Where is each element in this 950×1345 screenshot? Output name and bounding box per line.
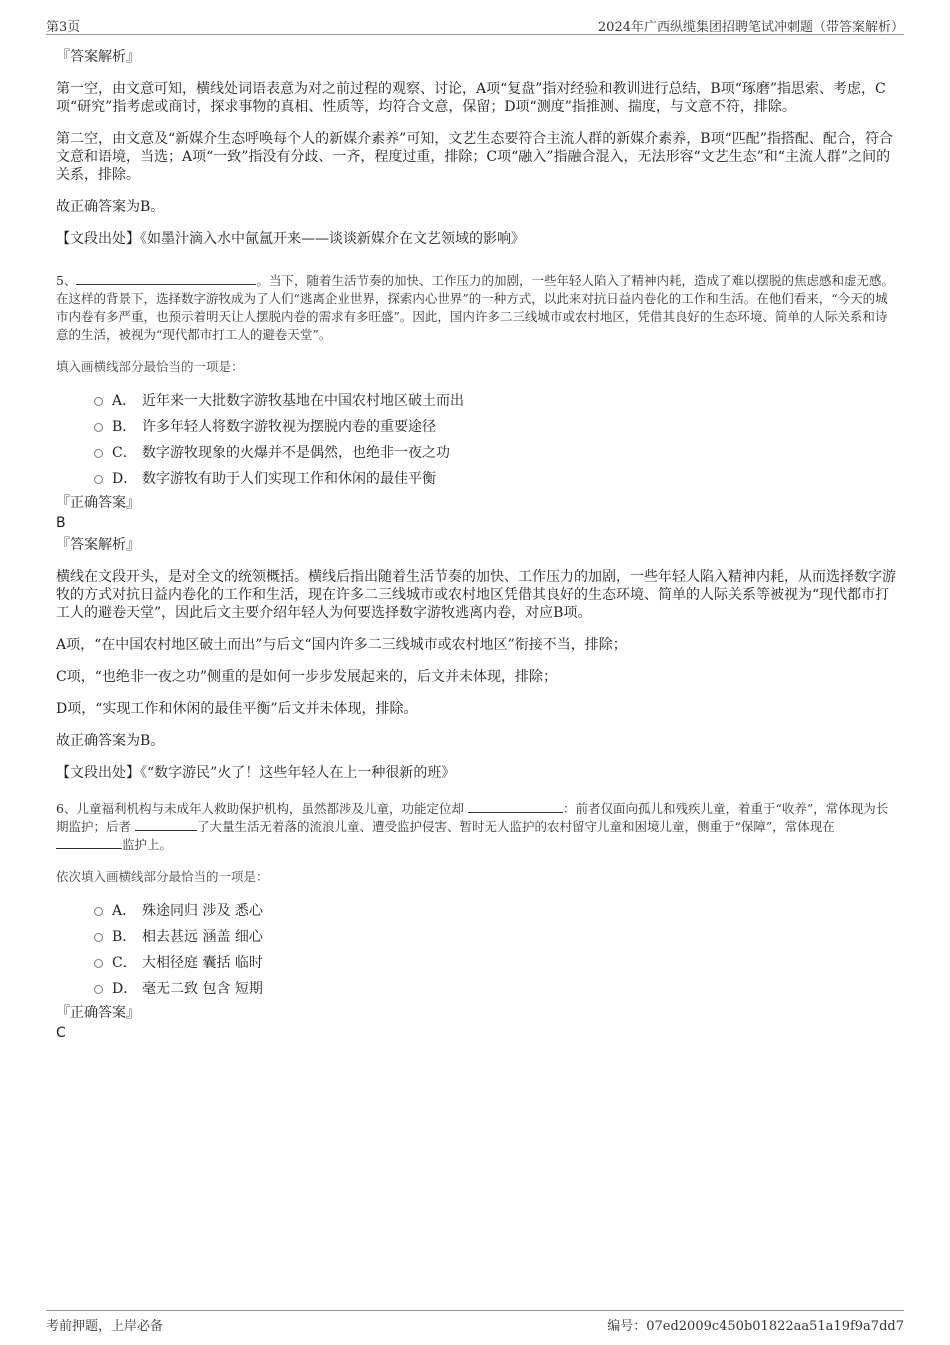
question-hint: 依次填入画横线部分最恰当的一项是： (56, 869, 269, 884)
footer-slogan: 考前押题，上岸必备 (46, 1319, 164, 1334)
analysis-label: 『答案解析』 (56, 537, 140, 553)
correct-answer-label: 『正确答案』 (56, 1005, 140, 1021)
page-header (46, 14, 904, 35)
option-c[interactable]: C． 数字游牧现象的火爆并不是偶然，也绝非一夜之功 (94, 440, 896, 466)
radio-icon[interactable] (94, 475, 103, 484)
option-b[interactable]: B． 相去甚远 涵盖 细心 (94, 924, 896, 950)
radio-icon[interactable] (94, 423, 103, 432)
source-citation: 【文段出处】《如墨汁滴入水中氤氲开来——谈谈新媒介在文艺领域的影响》 (56, 231, 525, 247)
option-b[interactable]: B． 许多年轻人将数字游牧视为摆脱内卷的重要途径 (94, 414, 896, 440)
analysis-paragraph: C项，“也绝非一夜之功”侧重的是如何一步步发展起来的，后文并未体现，排除； (56, 669, 558, 685)
radio-icon[interactable] (94, 933, 103, 942)
document-code: 编号：07ed2009c450b01822aa51a19f9a7dd7 (607, 1319, 904, 1334)
fill-blank (56, 836, 122, 849)
radio-icon[interactable] (94, 907, 103, 916)
analysis-paragraph: A项，“在中国农村地区破土而出”与后文“国内许多二三线城市或农村地区”衔接不当，排除； (56, 637, 627, 653)
correct-answer: C (56, 1025, 66, 1041)
conclusion: 故正确答案为B。 (56, 199, 165, 215)
fill-blank (76, 272, 256, 285)
question-text: 。当下，随着生活节奏的加快、工作压力的加剧，一些年轻人陷入了精神内耗，造成了难以摆脱的焦虑感和虚无感。在这样的背景下，选择数字游牧成为了人们“逃离企业世界，探索内心世界”的一种方式，以此来对抗日益内卷化的工作和生活。在他们看来，“今天的城市内卷有多严重，也预示着明天让人摆脱内卷的需求有多旺盛”。因此，国内许多二三线城市或农村地区，凭借其良好的生态环境、简单的人际关系和诗意的生活，被视为“现代都市打工人的避卷天堂”。 (56, 273, 894, 342)
question-5-stem (56, 272, 896, 344)
analysis-paragraph: D项，“实现工作和休闲的最佳平衡”后文并未体现，排除。 (56, 701, 418, 717)
option-d[interactable]: D． 毫无二致 包含 短期 (94, 976, 896, 1002)
page-footer (46, 1310, 904, 1334)
fill-blank (135, 818, 197, 831)
document-title: 2024年广西纵缆集团招聘笔试冲刺题（带答案解析） (597, 20, 904, 35)
question-hint: 填入画横线部分最恰当的一项是： (56, 359, 244, 374)
analysis-paragraph: 第二空，由文意及“新媒介生态呼唤每个人的新媒介素养”可知，文艺生态要符合主流人群的新媒介素养，B项“匹配”指搭配、配合，符合文意和语境，当选；A项“一致”指没有分歧、一齐，程度过重，排除；C项“融入”指融合混入，无法形容“文艺生态”和“主流人群”之间的关系，排除。 (56, 131, 893, 183)
option-a[interactable]: A． 殊途同归 涉及 悉心 (94, 898, 896, 924)
correct-answer: B (56, 515, 66, 531)
radio-icon[interactable] (94, 397, 103, 406)
question-6-stem: 6、儿童福利机构与未成年人救助保护机构，虽然都涉及儿童，功能定位却 ：前者仅面向孤儿和残疾儿童，着重于“收养”，常体现为长期监护；后者 了大量生活无着落的流浪儿童、遭受监护侵害、暂时无人监护的农村留守儿童和困境儿童，侧重于“保障”，常体现在 监护上。 (56, 801, 889, 852)
correct-answer-label: 『正确答案』 (56, 495, 140, 511)
option-d[interactable]: D． 数字游牧有助于人们实现工作和休闲的最佳平衡 (94, 466, 896, 492)
page-content (56, 46, 896, 1042)
options-list (56, 388, 896, 492)
question-number: 6、 (56, 801, 77, 816)
option-c[interactable]: C． 大相径庭 囊括 临时 (94, 950, 896, 976)
source-citation: 【文段出处】《“数字游民”火了！这些年轻人在上一种很新的班》 (56, 765, 456, 781)
analysis-paragraph: 第一空，由文意可知，横线处词语表意为对之前过程的观察、讨论，A项“复盘”指对经验和教训进行总结，B项“琢磨”指思索、考虑，C项“研究”指考虑或商讨，探求事物的真相、性质等，均符合文意，保留；D项“测度”指推测、揣度，与文意不符，排除。 (56, 81, 886, 115)
radio-icon[interactable] (94, 985, 103, 994)
page-number: 第3页 (46, 20, 81, 35)
analysis-label: 『答案解析』 (56, 49, 140, 65)
analysis-paragraph: 横线在文段开头，是对全文的统领概括。横线后指出随着生活节奏的加快、工作压力的加剧，一些年轻人陷入精神内耗，从而选择数字游牧的方式对抗日益内卷化的工作和生活，现在许多二三线城市或农村地区凭借其良好的生态环境、简单的人际关系等被视为“现代都市打工人的避卷天堂”，因此后文主要介绍年轻人为何要选择数字游牧逃离内卷，对应B项。 (56, 569, 896, 621)
fill-blank (468, 800, 563, 813)
options-list (56, 898, 896, 1002)
option-a[interactable]: A． 近年来一大批数字游牧基地在中国农村地区破土而出 (94, 388, 896, 414)
radio-icon[interactable] (94, 959, 103, 968)
question-number: 5、 (56, 273, 77, 288)
conclusion: 故正确答案为B。 (56, 733, 165, 749)
radio-icon[interactable] (94, 449, 103, 458)
